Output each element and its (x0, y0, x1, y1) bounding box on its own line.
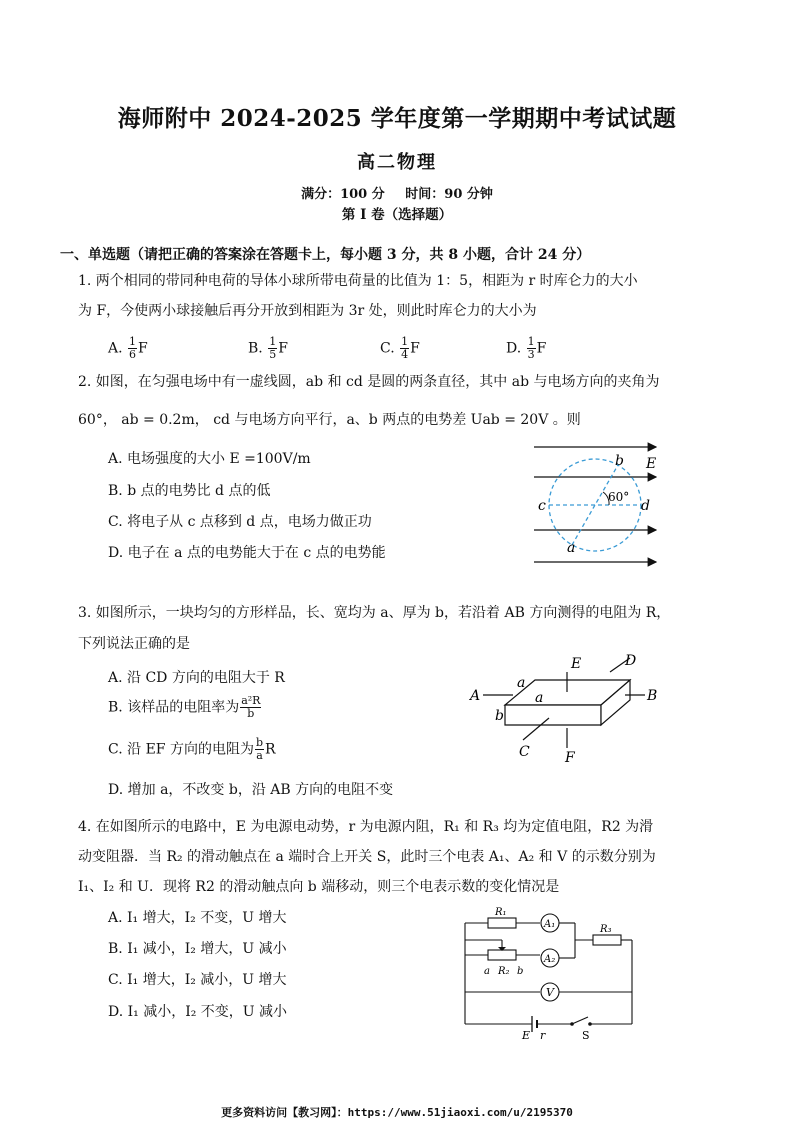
q1-option-a: A. $\frac{1}{6}$ F (108, 335, 148, 361)
q3-option-a: A. 沿 CD 方向的电阻大于 R (108, 670, 285, 686)
label-E: E (522, 1029, 531, 1042)
q4-option-b: B. I₁ 减小，I₂ 增大，U 减小 (108, 941, 287, 957)
label-b: b (615, 453, 624, 469)
label-S: S (582, 1029, 590, 1042)
label-b: b (517, 966, 524, 977)
q2-option-d: D. 电子在 a 点的电势能大于在 c 点的电势能 (108, 545, 386, 561)
label-D: D (625, 653, 637, 669)
q3-option-d: D. 增加 a，不改变 b，沿 AB 方向的电阻不变 (108, 782, 394, 798)
q4-circuit-figure (460, 902, 640, 1042)
q2-option-a: A. 电场强度的大小 E =100V/m (108, 451, 311, 467)
q4-option-d: D. I₁ 减小，I₂ 不变，U 减小 (108, 1004, 288, 1020)
q3-option-b: B. 该样品的电阻率为 $\frac{\text{a²R}}{b}$ (108, 694, 261, 720)
label-R2: R₂ (498, 966, 510, 977)
exam-subtitle: 高二物理 (357, 152, 437, 173)
label-B: B (647, 688, 658, 704)
q2-line1: 2. 如图，在匀强电场中有一虚线圆，ab 和 cd 是圆的两条直径，其中 ab 与电场方向的夹角为 (78, 374, 660, 390)
q3-line1: 3. 如图所示，一块均匀的方形样品，长、宽均为 a、厚为 b，若沿着 AB 方向测得的电阻为 R， (78, 605, 671, 621)
label-a: a (484, 966, 490, 977)
label-R3: R₃ (600, 924, 612, 935)
label-A1: A₁ (544, 919, 556, 930)
label-r: r (540, 1029, 546, 1042)
fraction: $\frac{\text{a²R}}{b}$ (241, 694, 261, 720)
label-V: V (546, 986, 554, 999)
q3-line2: 下列说法正确的是 (78, 636, 190, 652)
q4-option-c: C. I₁ 增大，I₂ 减小，U 增大 (108, 972, 287, 988)
q4-line1: 4. 在如图所示的电路中，E 为电源电动势，r 为电源内阻，R₁ 和 R₃ 均为定值电阻，R2 为滑 (78, 819, 654, 835)
q1-option-d: D. $\frac{1}{3}$ F (506, 335, 547, 361)
q2-field-figure (530, 440, 670, 575)
full-score: 满分：100 分 (301, 187, 385, 202)
footer-link[interactable]: 更多资料访问【教习网】：https://www.51jiaoxi.com/u/2195370 (221, 1106, 573, 1119)
volume-label: 第 I 卷（选择题） (341, 207, 453, 223)
label-d: d (641, 498, 650, 514)
exam-title: 海师附中 2024-2025 学年度第一学期期中考试试题 (117, 105, 677, 132)
q4-option-a: A. I₁ 增大，I₂ 不变，U 增大 (108, 910, 287, 926)
label-a-top: a (517, 675, 526, 691)
q1-line2: 为 F，今使两小球接触后再分开放到相距为 3r 处，则此时库仑力的大小为 (78, 303, 537, 319)
fraction: $\frac{1}{5}$ (269, 335, 277, 361)
label-angle: 60° (608, 490, 630, 504)
label-E: E (646, 456, 657, 472)
q4-line3: I₁、I₂ 和 U．现将 R2 的滑动触点向 b 端移动，则三个电表示数的变化情况是 (78, 879, 560, 895)
q4-line2: 动变阻器．当 R₂ 的滑动触点在 a 端时合上开关 S，此时三个电表 A₁、A₂ 和 V 的示数分别为 (78, 849, 656, 865)
exam-meta (0, 183, 794, 202)
label-A2: A₂ (544, 954, 556, 965)
section-heading: 一、单选题（请把正确的答案涂在答题卡上，每小题 3 分，共 8 小题，合计 24 分） (60, 247, 591, 263)
q1-option-c: C. $\frac{1}{4}$ F (380, 335, 420, 361)
label-a: a (567, 540, 576, 556)
q3-block-figure (465, 650, 665, 765)
fraction: $\frac{1}{3}$ (527, 335, 535, 361)
fraction: $\frac{1}{6}$ (129, 335, 137, 361)
q3-option-c: C. 沿 EF 方向的电阻为 $\frac{b}{a}$ R (108, 736, 276, 762)
exam-time: 时间：90 分钟 (405, 187, 493, 202)
label-C: C (519, 744, 530, 760)
label-c: c (538, 498, 546, 514)
label-R1: R₁ (495, 907, 507, 918)
fraction: $\frac{b}{a}$ (255, 736, 263, 762)
q2-option-b: B. b 点的电势比 d 点的低 (108, 483, 271, 499)
q1-line1: 1. 两个相同的带同种电荷的导体小球所带电荷量的比值为 1：5，相距为 r 时库仑力的大小 (78, 273, 638, 289)
q1-option-b: B. $\frac{1}{5}$ F (248, 335, 288, 361)
fraction: $\frac{1}{4}$ (401, 335, 409, 361)
label-E: E (571, 656, 582, 672)
q2-option-c: C. 将电子从 c 点移到 d 点，电场力做正功 (108, 514, 372, 530)
label-b: b (495, 708, 504, 724)
q2-line2: 60°， ab = 0.2m， cd 与电场方向平行，a、b 两点的电势差 Uab = 20V 。则 (78, 412, 581, 428)
label-A: A (470, 688, 481, 704)
label-a-front: a (535, 690, 544, 706)
label-F: F (565, 750, 575, 765)
